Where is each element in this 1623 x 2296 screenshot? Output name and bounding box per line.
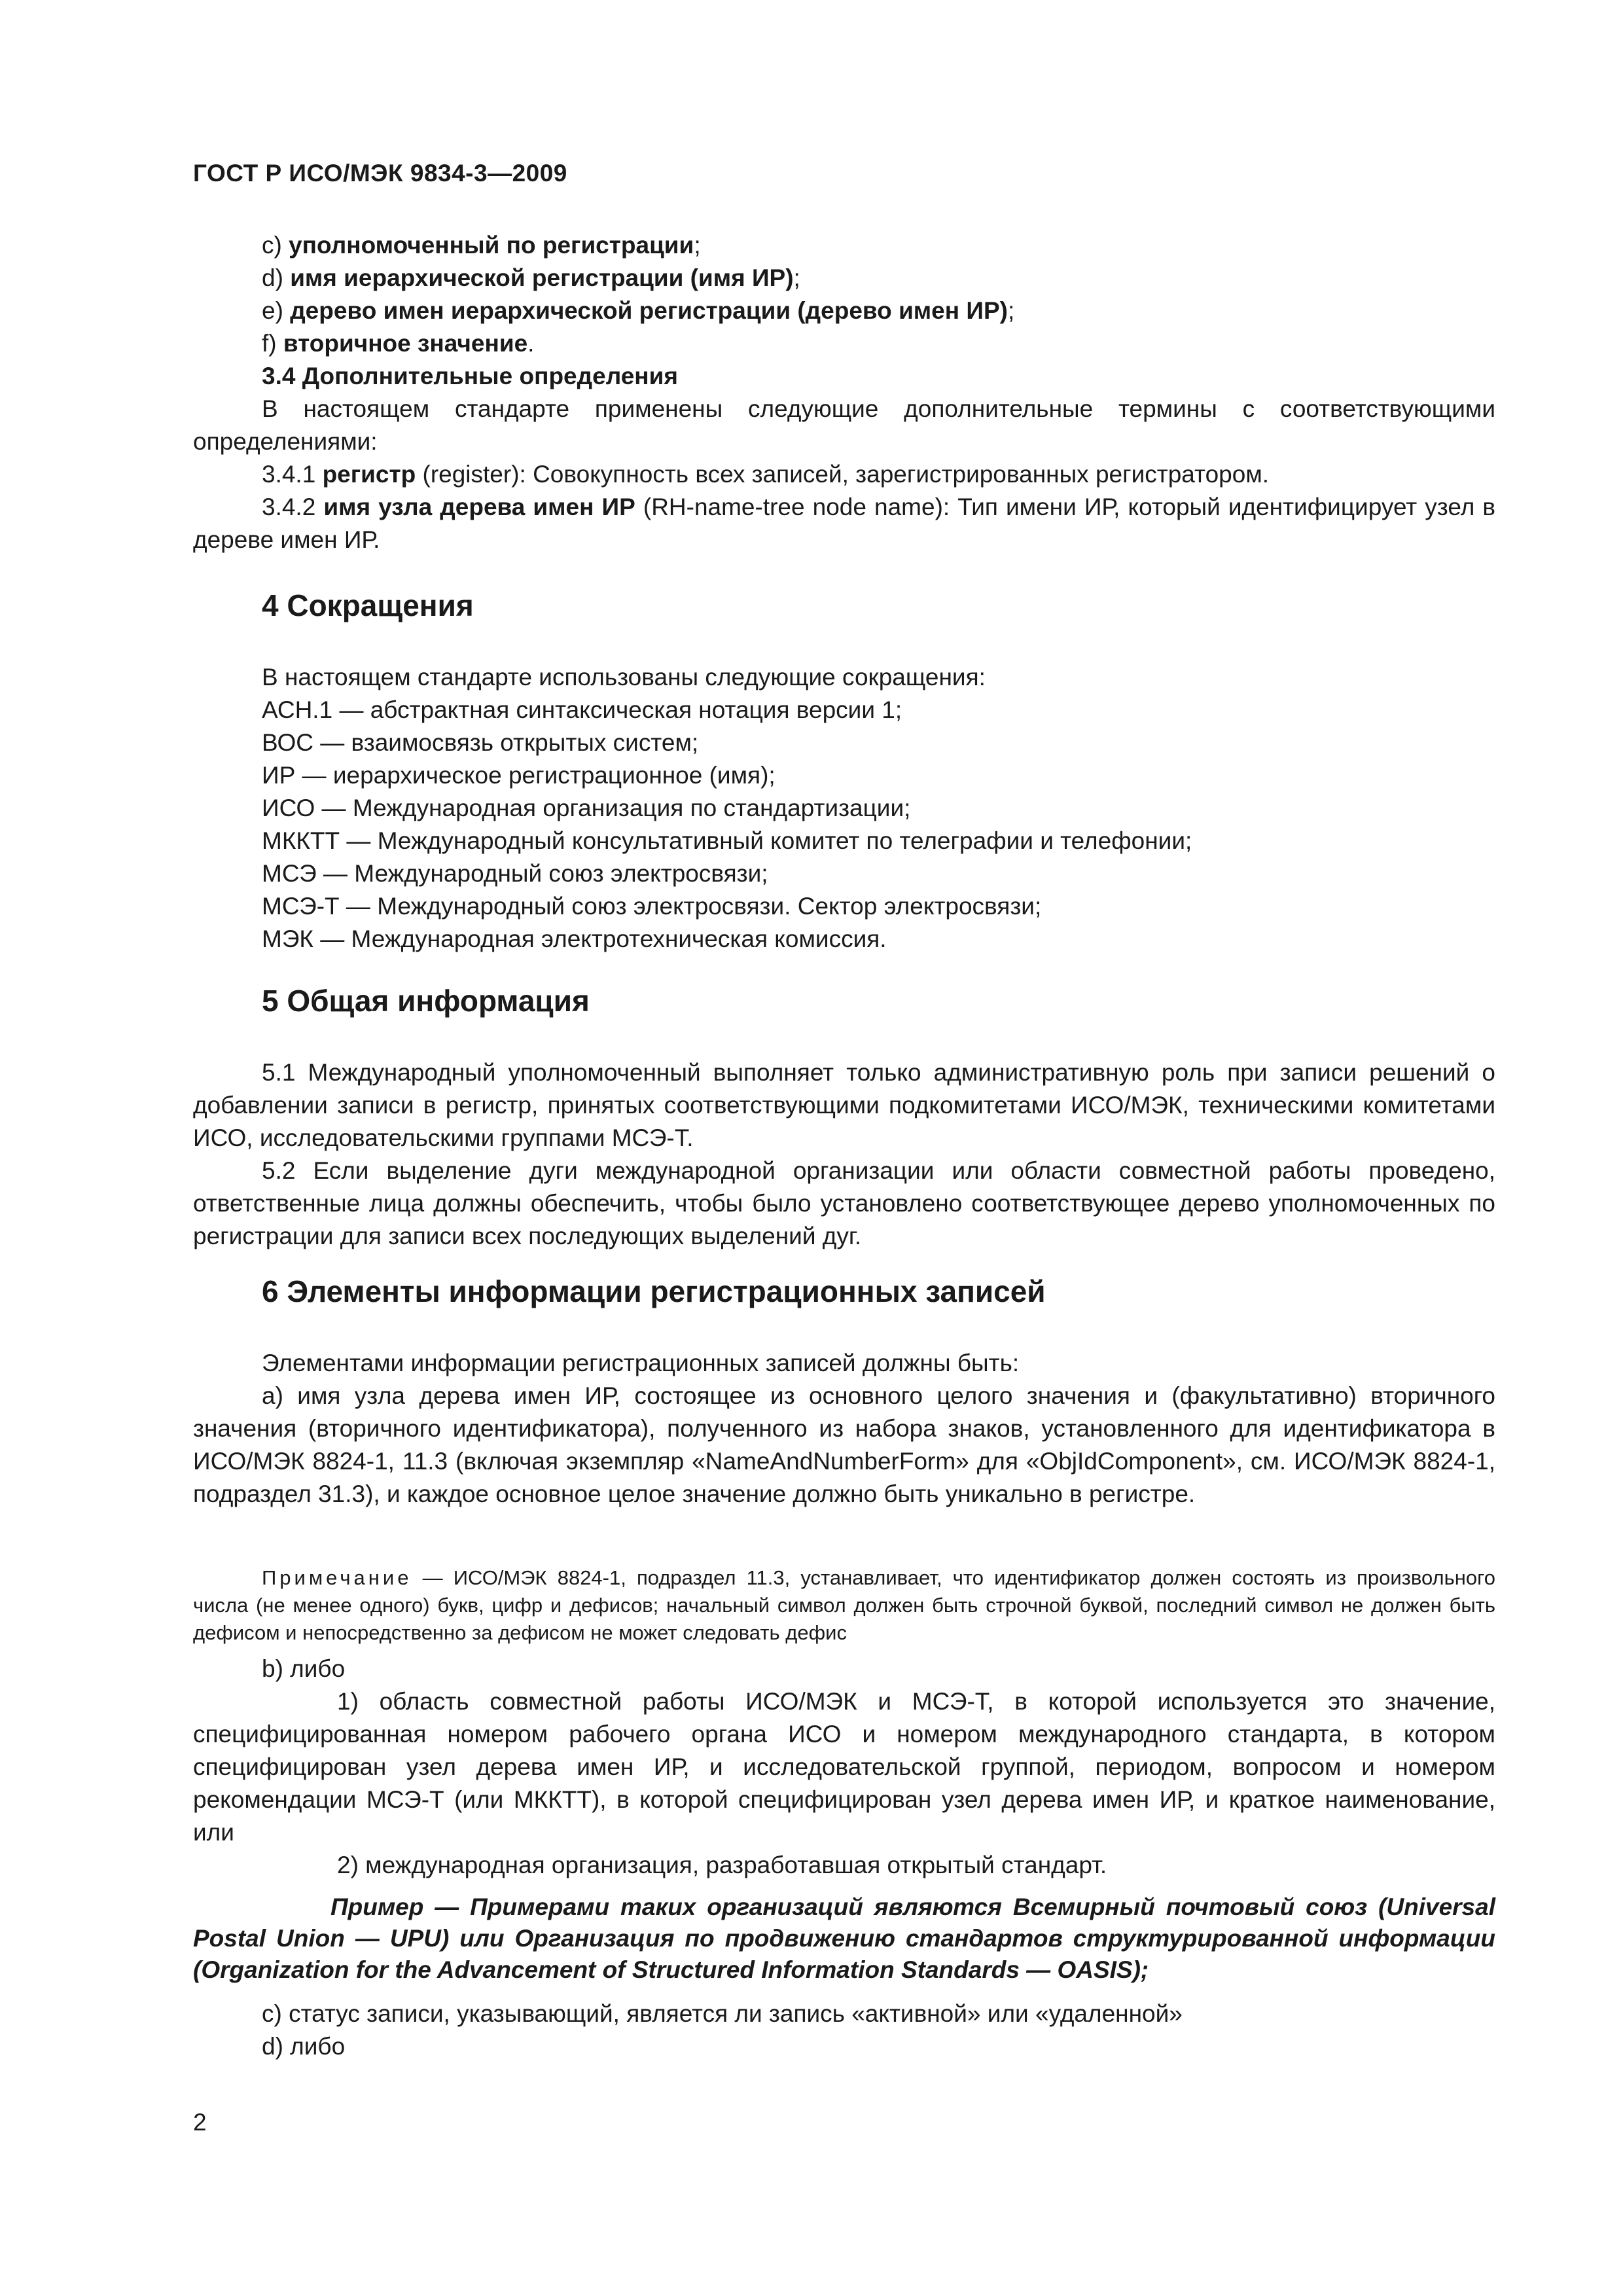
list-item: АСН.1 — абстрактная синтаксическая нотация версии 1;	[262, 696, 902, 723]
list-item: ИР — иерархическое регистрационное (имя);	[262, 762, 776, 789]
section-6-body	[193, 1347, 1495, 1511]
list-item: МСЭ-Т — Международный союз электросвязи. Сектор электросвязи;	[262, 893, 1042, 920]
term-list	[193, 229, 1495, 556]
list-item: МСЭ — Международный союз электросвязи;	[262, 860, 768, 887]
paragraph: В настоящем стандарте использованы следующие сокращения:	[262, 664, 986, 691]
example	[193, 1892, 1495, 1986]
list-item: d) имя иерархической регистрации (имя ИР);	[262, 264, 800, 291]
page-number: 2	[193, 2109, 207, 2136]
section-heading: 4 Сокращения	[262, 588, 474, 622]
list-item: 2) международная организация, разработавшая открытый стандарт.	[337, 1852, 1107, 1878]
abbreviations-list	[193, 661, 1495, 956]
paragraph: 5.1 Международный уполномоченный выполняет только административную роль при записи решений о добавлении записи в регистр, принятых соответствующими подкомитетами ИСО/МЭК, техническими комитетами ИСО, исследовательскими группами МСЭ-Т.	[193, 1059, 1495, 1151]
list-item: c) уполномоченный по регистрации;	[262, 232, 701, 259]
section-5-body	[193, 1056, 1495, 1253]
example-text: Пример — Примерами таких организаций являются Всемирный почтовый союз (Universal Postal Union — UPU) или Организация по продвижению стандартов структурированной информации (Organization for the Advancement of Structured Information Standards — OASIS);	[193, 1893, 1495, 1983]
definition-341: 3.4.1 регистр (register): Совокупность всех записей, зарегистрированных регистратором.	[262, 461, 1270, 488]
list-item: d) либо	[262, 2033, 346, 2060]
section-4	[193, 588, 1495, 623]
section-heading: 6 Элементы информации регистрационных записей	[262, 1274, 1046, 1308]
list-item: МККТТ — Международный консультативный комитет по телеграфии и телефонии;	[262, 827, 1192, 854]
section-6	[193, 1274, 1495, 1309]
list-item: 1) область совместной работы ИСО/МЭК и МСЭ-Т, в которой используется это значение, специфицированная номером рабочего органа ИСО и номером международного стандарта, в котором специфицирован узел дерева имен ИР, и исследовательской группой, периодом, вопросом и номером рекомендации МСЭ-Т (или МККТТ), в которой специфицирован узел дерева имен ИР, и краткое наименование, или	[193, 1688, 1495, 1846]
section-6-list-cont	[193, 1998, 1495, 2063]
list-item: f) вторичное значение.	[262, 330, 535, 357]
list-item: ВОС — взаимосвязь открытых систем;	[262, 729, 699, 756]
paragraph: В настоящем стандарте применены следующие дополнительные термины с соответствующими определениями:	[193, 395, 1495, 455]
section-5	[193, 983, 1495, 1018]
list-item: МЭК — Международная электротехническая комиссия.	[262, 925, 887, 952]
list-item: с) статус записи, указывающий, является ли запись «активной» или «удаленной»	[262, 2000, 1183, 2027]
subsection-heading: 3.4 Дополнительные определения	[262, 363, 678, 389]
note	[193, 1564, 1495, 1647]
list-item: а) имя узла дерева имен ИР, состоящее из основного целого значения и (факультативно) вторичного значения (вторичного идентификатора), полученного из набора знаков, установленного для идентификатора в ИСО/МЭК 8824-1, 11.3 (включая экземпляр «NameAndNumberForm» для «ObjIdComponent», см. ИСО/МЭК 8824-1, подраздел 31.3), и каждое основное целое значение должно быть уникально в регистре.	[193, 1382, 1495, 1507]
paragraph: Элементами информации регистрационных записей должны быть:	[262, 1350, 1020, 1376]
list-item: e) дерево имен иерархической регистрации (дерево имен ИР);	[262, 297, 1015, 324]
document-header: ГОСТ Р ИСО/МЭК 9834-3—2009	[193, 160, 567, 187]
paragraph: 5.2 Если выделение дуги международной организации или области совместной работы проведено, ответственные лица должны обеспечить, чтобы было установлено соответствующее дерево уполномоченных по регистрации для записи всех последующих выделений дуг.	[193, 1157, 1495, 1249]
definition-342: 3.4.2 имя узла дерева имен ИР (RH-name-tree node name): Тип имени ИР, который идентифицирует узел в дереве имен ИР.	[193, 493, 1496, 553]
list-item: ИСО — Международная организация по стандартизации;	[262, 795, 911, 821]
note-text: Примечание — ИСО/МЭК 8824-1, подраздел 11.3, устанавливает, что идентификатор должен состоять из произвольного числа (не менее одного) букв, цифр и дефисов; начальный символ должен быть строчной буквой, последний символ не должен быть дефисом и непосредственно за дефисом не может следовать дефис	[193, 1566, 1495, 1644]
section-heading: 5 Общая информация	[262, 984, 590, 1018]
list-item: b) либо	[262, 1655, 346, 1682]
section-6-list	[193, 1653, 1495, 1882]
